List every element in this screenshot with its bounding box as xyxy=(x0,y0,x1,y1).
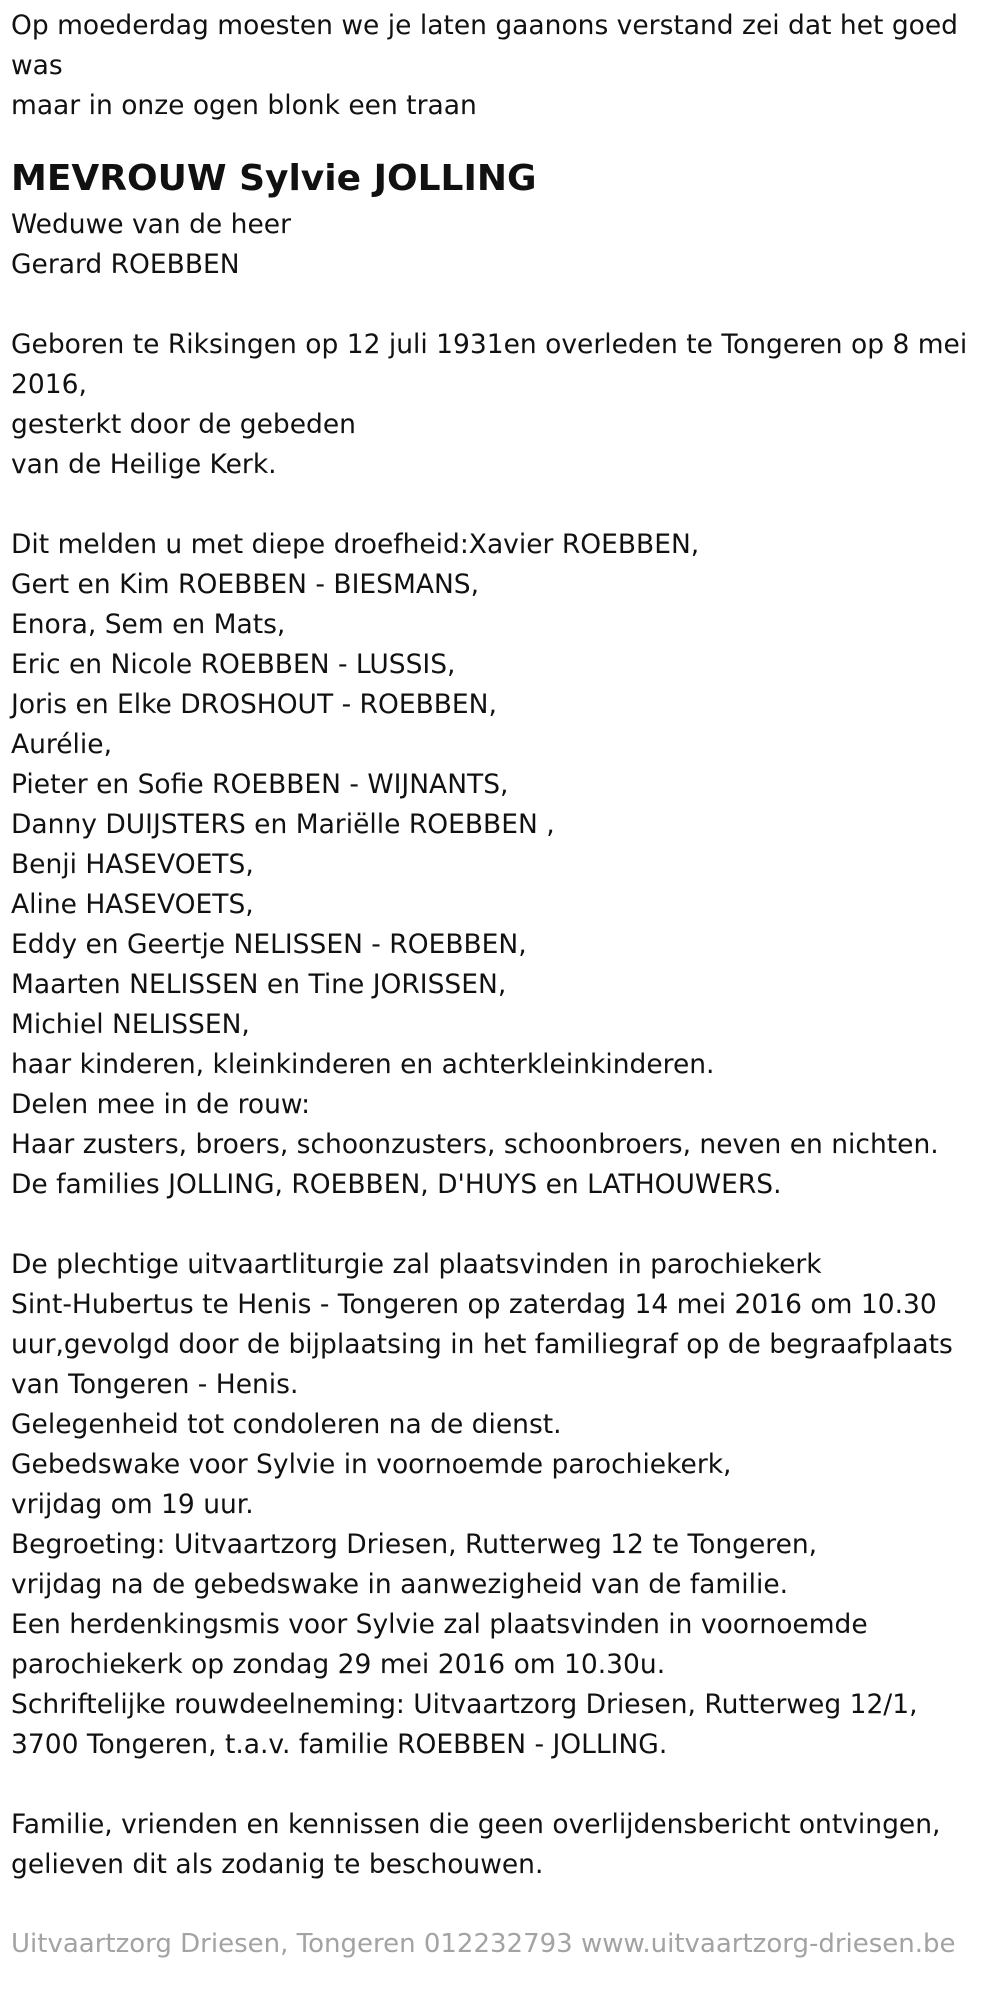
birth-death-line: van de Heilige Kerk. xyxy=(11,449,277,480)
mourner-line: Benji HASEVOETS, xyxy=(11,849,254,880)
funeral-line: Schriftelijke rouwdeelneming: Uitvaartzorg Driesen, Rutterweg 12/1, xyxy=(11,1689,918,1720)
funeral-home-footer: Uitvaartzorg Driesen, Tongeren 012232793 www.uitvaartzorg-driesen.be xyxy=(11,1929,956,1959)
funeral-line: Gebedswake voor Sylvie in voornoemde parochiekerk, xyxy=(11,1449,732,1480)
birth-death-block xyxy=(11,325,991,485)
funeral-line: vrijdag om 19 uur. xyxy=(11,1489,254,1520)
paragraph-gap xyxy=(11,285,991,325)
intro-line: Op moederdag moesten we je laten gaanons verstand zei dat het goed was xyxy=(11,10,958,81)
intro-verse xyxy=(11,6,991,126)
mourner-line: Eddy en Geertje NELISSEN - ROEBBEN, xyxy=(11,929,527,960)
funeral-line: 3700 Tongeren, t.a.v. familie ROEBBEN - JOLLING. xyxy=(11,1729,668,1760)
mourner-line: Delen mee in de rouw: xyxy=(11,1089,311,1120)
paragraph-gap xyxy=(11,1205,991,1245)
closing-line: Familie, vrienden en kennissen die geen overlijdensbericht ontvingen, xyxy=(11,1809,941,1840)
widow-of-block xyxy=(11,205,991,285)
funeral-line: De plechtige uitvaartliturgie zal plaatsvinden in parochiekerk xyxy=(11,1249,822,1280)
funeral-line: parochiekerk op zondag 29 mei 2016 om 10.30u. xyxy=(11,1649,666,1680)
birth-death-line: 2016, xyxy=(11,369,87,400)
mourners-block xyxy=(11,525,991,1205)
funeral-line: uur,gevolgd door de bijplaatsing in het familiegraf op de begraafplaats xyxy=(11,1329,953,1360)
intro-line: maar in onze ogen blonk een traan xyxy=(11,90,477,121)
funeral-line: Begroeting: Uitvaartzorg Driesen, Rutterweg 12 te Tongeren, xyxy=(11,1529,818,1560)
mourner-line: Aurélie, xyxy=(11,729,112,760)
mourner-line: Dit melden u met diepe droefheid:Xavier ROEBBEN, xyxy=(11,529,700,560)
funeral-line: Een herdenkingsmis voor Sylvie zal plaatsvinden in voornoemde xyxy=(11,1609,868,1640)
funeral-line: Gelegenheid tot condoleren na de dienst. xyxy=(11,1409,562,1440)
mourner-line: Michiel NELISSEN, xyxy=(11,1009,250,1040)
mourner-line: Gert en Kim ROEBBEN - BIESMANS, xyxy=(11,569,480,600)
mourner-line: Aline HASEVOETS, xyxy=(11,889,254,920)
funeral-line: van Tongeren - Henis. xyxy=(11,1369,299,1400)
mourner-line: Enora, Sem en Mats, xyxy=(11,609,286,640)
mourner-line: Haar zusters, broers, schoonzusters, schoonbroers, neven en nichten. xyxy=(11,1129,939,1160)
mourner-line: Maarten NELISSEN en Tine JORISSEN, xyxy=(11,969,507,1000)
closing-line: gelieven dit als zodanig te beschouwen. xyxy=(11,1849,544,1880)
mourner-line: Danny DUIJSTERS en Mariëlle ROEBBEN , xyxy=(11,809,555,840)
birth-death-line: Geboren te Riksingen op 12 juli 1931en overleden te Tongeren op 8 mei xyxy=(11,329,968,360)
mourner-line: Pieter en Sofie ROEBBEN - WIJNANTS, xyxy=(11,769,509,800)
birth-death-line: gesterkt door de gebeden xyxy=(11,409,356,440)
paragraph-gap xyxy=(11,485,991,525)
widow-of-line: Weduwe van de heer xyxy=(11,209,291,240)
paragraph-gap xyxy=(11,1765,991,1805)
funeral-details-block xyxy=(11,1245,991,1765)
mourner-line: De families JOLLING, ROEBBEN, D'HUYS en LATHOUWERS. xyxy=(11,1169,782,1200)
funeral-line: Sint-Hubertus te Henis - Tongeren op zaterdag 14 mei 2016 om 10.30 xyxy=(11,1289,937,1320)
mourner-line: Eric en Nicole ROEBBEN - LUSSIS, xyxy=(11,649,456,680)
widow-of-line: Gerard ROEBBEN xyxy=(11,249,240,280)
closing-block xyxy=(11,1805,991,1885)
mourner-line: Joris en Elke DROSHOUT - ROEBBEN, xyxy=(11,689,497,720)
obituary-notice xyxy=(11,6,991,1885)
deceased-name: MEVROUW Sylvie JOLLING xyxy=(11,158,537,199)
funeral-line: vrijdag na de gebedswake in aanwezigheid van de familie. xyxy=(11,1569,789,1600)
mourner-line: haar kinderen, kleinkinderen en achterkleinkinderen. xyxy=(11,1049,715,1080)
